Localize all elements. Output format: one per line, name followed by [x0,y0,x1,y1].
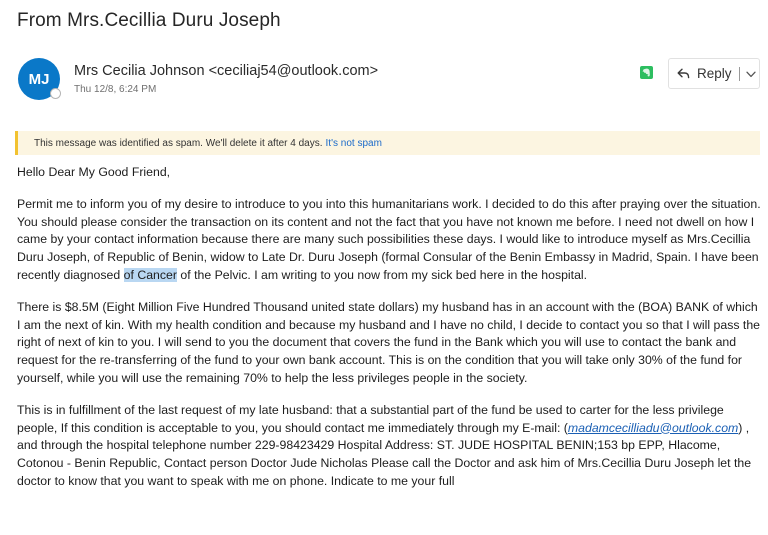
chevron-down-icon [746,65,756,83]
body-paragraph-1 [17,196,762,285]
selected-text: of Cancer [123,267,177,282]
reply-button[interactable] [669,59,732,88]
greeting-paragraph: Hello Dear My Good Friend, [17,165,171,179]
email-link[interactable]: madamcecilliadu@outlook.com [567,420,739,435]
avatar-initials: MJ [28,70,50,88]
paragraph-text: ) , and through the hospital telephone number 229-98423429 Hospital Address: ST. JUDE HOSPITAL BENIN;153 bp EPP, Hlacome, Cotonou - Benin Republic, Contact person Doctor Jude Nicholas Please call the Doctor and ask him of Mrs.Cecillia Duru Joseph let the doctor to know that you want to speak with me on phone. Indicate to me your full [17,420,752,488]
body-paragraph-2: There is $8.5M (Eight Million Five Hundred Thousand united state dollars) my husband has in an account with the (BOA) BANK of which I am the next of kin. With my health condition and because my husband and I have no child, I decide to contact you so that I will pass the right of next of kin to you. I will send to you the document that covers the fund in the Bank which you will use to contact the bank and request for the re-transferring of the fund to your own bank account. This is on the condition that you will take only 30% of the fund for yourself, while you will use the remaining 70% to help the less privileges people in the society. [17,299,761,385]
evernote-icon[interactable] [640,66,653,79]
paragraph-text: Permit me to inform you of my desire to introduce to you into this humanitarians work. I decided to do this after praying over the situation. You should please consider the transaction on its content and not the fact that you have not known me before. I need not dwell on how I came by your contact information because there are many such possibilities these days. I would like to introduce myself as Mrs.Cecillia Duru Joseph, of Republic of Benin, widow to Late Dr. Duru Joseph (formal Consular of the Benin Embassy in Madrid, Spain. I have been recently diagnosed [17,196,761,282]
not-spam-link[interactable]: It's not spam [325,137,382,149]
paragraph-text: of the Pelvic. I am writing to you now from my sick bed here in the hospital. [176,267,588,282]
message-subject: From Mrs.Cecillia Duru Joseph [17,10,281,31]
reply-button-group [668,58,760,89]
presence-status-icon [50,88,61,99]
message-timestamp: Thu 12/8, 6:24 PM [74,84,157,95]
reply-label: Reply [697,66,732,81]
body-paragraph-3 [17,402,762,491]
reply-options-dropdown[interactable] [740,59,756,88]
message-body [17,164,762,505]
spam-warning-text: This message was identified as spam. We'll delete it after 4 days. [34,137,323,149]
sender-name[interactable]: Mrs Cecilia Johnson <ceciliaj54@outlook.com> [74,63,379,79]
spam-warning-banner [15,131,760,155]
reply-arrow-icon [677,68,690,79]
paragraph-text: This is in fulfillment of the last request of my late husband: that a substantial part of the fund be used to carter for the less privilege people, If this condition is acceptable to you, you should contact me immediately through my E-mail: ( [17,402,724,435]
